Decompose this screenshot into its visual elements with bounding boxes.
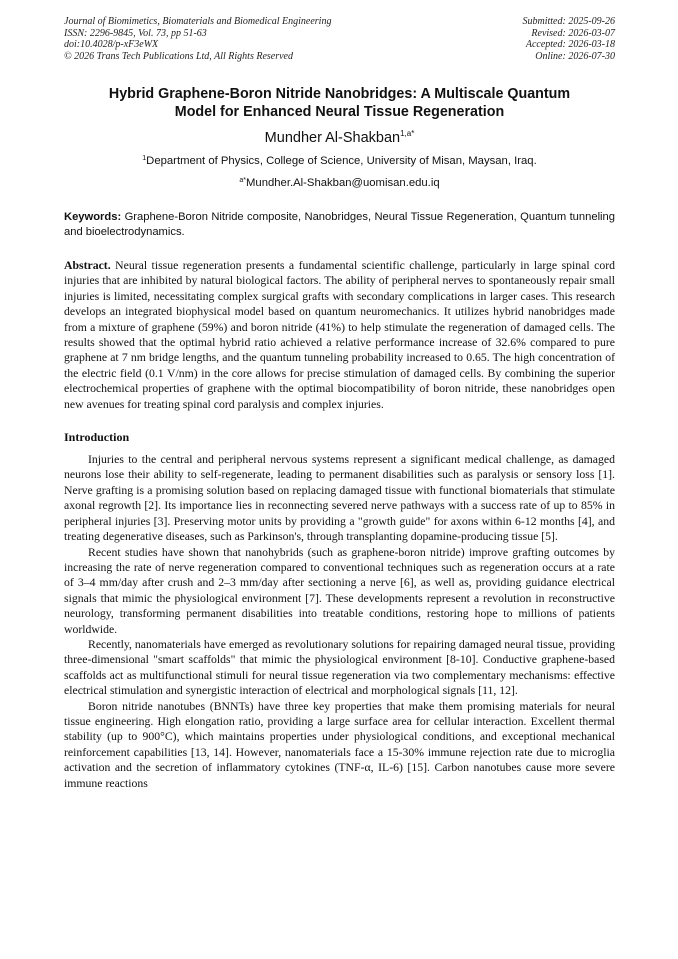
keywords-text: Graphene-Boron Nitride composite, Nanobridges, Neural Tissue Regeneration, Quantum tunneling and bioelectrodynamics.	[64, 211, 615, 238]
paper-title	[64, 85, 615, 121]
author-name: Mundher Al-Shakban	[264, 130, 401, 146]
issn-line: ISSN: 2296-9845, Vol. 73, pp 51-63	[64, 27, 207, 39]
abstract-label: Abstract.	[64, 259, 111, 272]
intro-paragraph-2: Recent studies have shown that nanohybrids (such as graphene-boron nitride) improve grafting outcomes by increasing the rate of nerve regeneration compared to conventional techniques such as regeneration occurs at a rate of 3–4 mm/day after crush and 2–3 mm/day after sectioning a nerve [6], as well as, providing guidance electrical signals that mimic the physiological environment [7]. These developments represent a revolution in reconstructive neurology, transforming permanent disabilities into treatable conditions, restoring hope to millions of patients worldwide.	[64, 545, 615, 636]
submitted-date: Submitted: 2025-09-26	[522, 16, 615, 27]
author-superscript: 1,a*	[400, 129, 415, 138]
affiliation-superscript: 1	[142, 155, 147, 162]
affiliation-line	[64, 152, 615, 168]
revised-date: Revised: 2026-03-07	[531, 27, 615, 39]
title-line-2: Model for Enhanced Neural Tissue Regeneration	[174, 104, 505, 120]
paper-page	[64, 16, 615, 791]
intro-paragraph-1: Injuries to the central and peripheral nervous systems represent a significant medical challenge, as damaged neurons lose their ability to self-regenerate, leading to permanent disabilities such as paralysis or sensory loss [1]. Nerve grafting is a promising solution based on replacing damaged tissue with functional biomaterials that stimulate axonal regrowth [2]. Its importance lies in reconnecting severed nerve pathways with a success rate of up to 85% in peripheral injuries [3]. Preserving motor units by providing a "growth guide" for axons within 6-12 months [4], and treating degenerative diseases, such as Parkinson's, through transplanting dopamine-producing tissue [5].	[64, 453, 615, 544]
accepted-date: Accepted: 2026-03-18	[525, 39, 615, 50]
dates-info	[523, 16, 616, 62]
author-line	[64, 125, 615, 147]
copyright-line: © 2026 Trans Tech Publications Ltd, All Rights Reserved	[64, 50, 293, 62]
email-superscript: a*	[239, 177, 247, 184]
intro-paragraph-3: Recently, nanomaterials have emerged as revolutionary solutions for repairing damaged neural tissue, providing three-dimensional "smart scaffolds" that mimic the physiological environment [8-10]. Conductive graphene-based scaffolds act as multifunctional stimuli for neural tissue regeneration via two complementary mechanisms: effective electrical stimulation and synergistic interaction of electrical and morphological signals [11, 12].	[64, 637, 615, 698]
abstract-text: Neural tissue regeneration presents a fundamental scientific challenge, particularly in large spinal cord injuries that are inhibited by natural biological factors. The ability of peripheral nerves to spontaneously repair small injuries is limited, necessitating complex surgical grafts with secondary complications in larger cases. This research develops an integrated biophysical model based on quantum neuromechanics. It utilizes hybrid nanobridges made from a mixture of graphene (59%) and boron nitride (41%) to help stimulate the regeneration of damaged cells. The results showed that the optimal hybrid ratio achieved a relative performance increase of 32.6% compared to pure graphene at 7 nm bridge lengths, and the quantum tunneling probability increased to 0.65. The high concentration of the electric field (0.1 V/nm) in the core allows for precise stimulation of damaged cells. By combining the superior electrochemical properties of graphene with the optimal biocompatibility of boron nitride, these nanobridges open new avenues for treating spinal cord paralysis and complex injuries.	[64, 259, 615, 411]
journal-info	[64, 16, 331, 62]
keywords-block	[64, 210, 615, 239]
intro-paragraph-4: Boron nitride nanotubes (BNNTs) have three key properties that make them promising materials for neural tissue engineering. High elongation ratio, providing a large surface area for cellular interaction. Excellent thermal stability (up to 900°C), which maintains properties under physiological conditions, and exceptional mechanical reinforcement capabilities [13, 14]. However, nanomaterials face a 15-30% immune rejection rate due to microglia activation and the secretion of inflammatory cytokines (TNF-α, IL-6) [15]. Carbon nanotubes cause more severe immune reactions	[64, 699, 615, 790]
affiliation-text: Department of Physics, College of Science, University of Misan, Maysan, Iraq.	[146, 155, 537, 167]
keywords-label: Keywords:	[64, 211, 122, 223]
email-address[interactable]: Mundher.Al-Shakban@uomisan.edu.iq	[246, 177, 440, 189]
journal-name: Journal of Biomimetics, Biomaterials and Biomedical Engineering	[64, 16, 332, 27]
introduction-heading: Introduction	[64, 430, 130, 445]
title-line-1: Hybrid Graphene-Boron Nitride Nanobridges: A Multiscale Quantum	[108, 86, 571, 102]
abstract-block	[64, 258, 615, 412]
journal-header	[64, 16, 615, 62]
doi-line: doi:10.4028/p-xF3eWX	[64, 39, 159, 50]
email-line	[64, 174, 615, 190]
online-date: Online: 2026-07-30	[535, 50, 615, 62]
